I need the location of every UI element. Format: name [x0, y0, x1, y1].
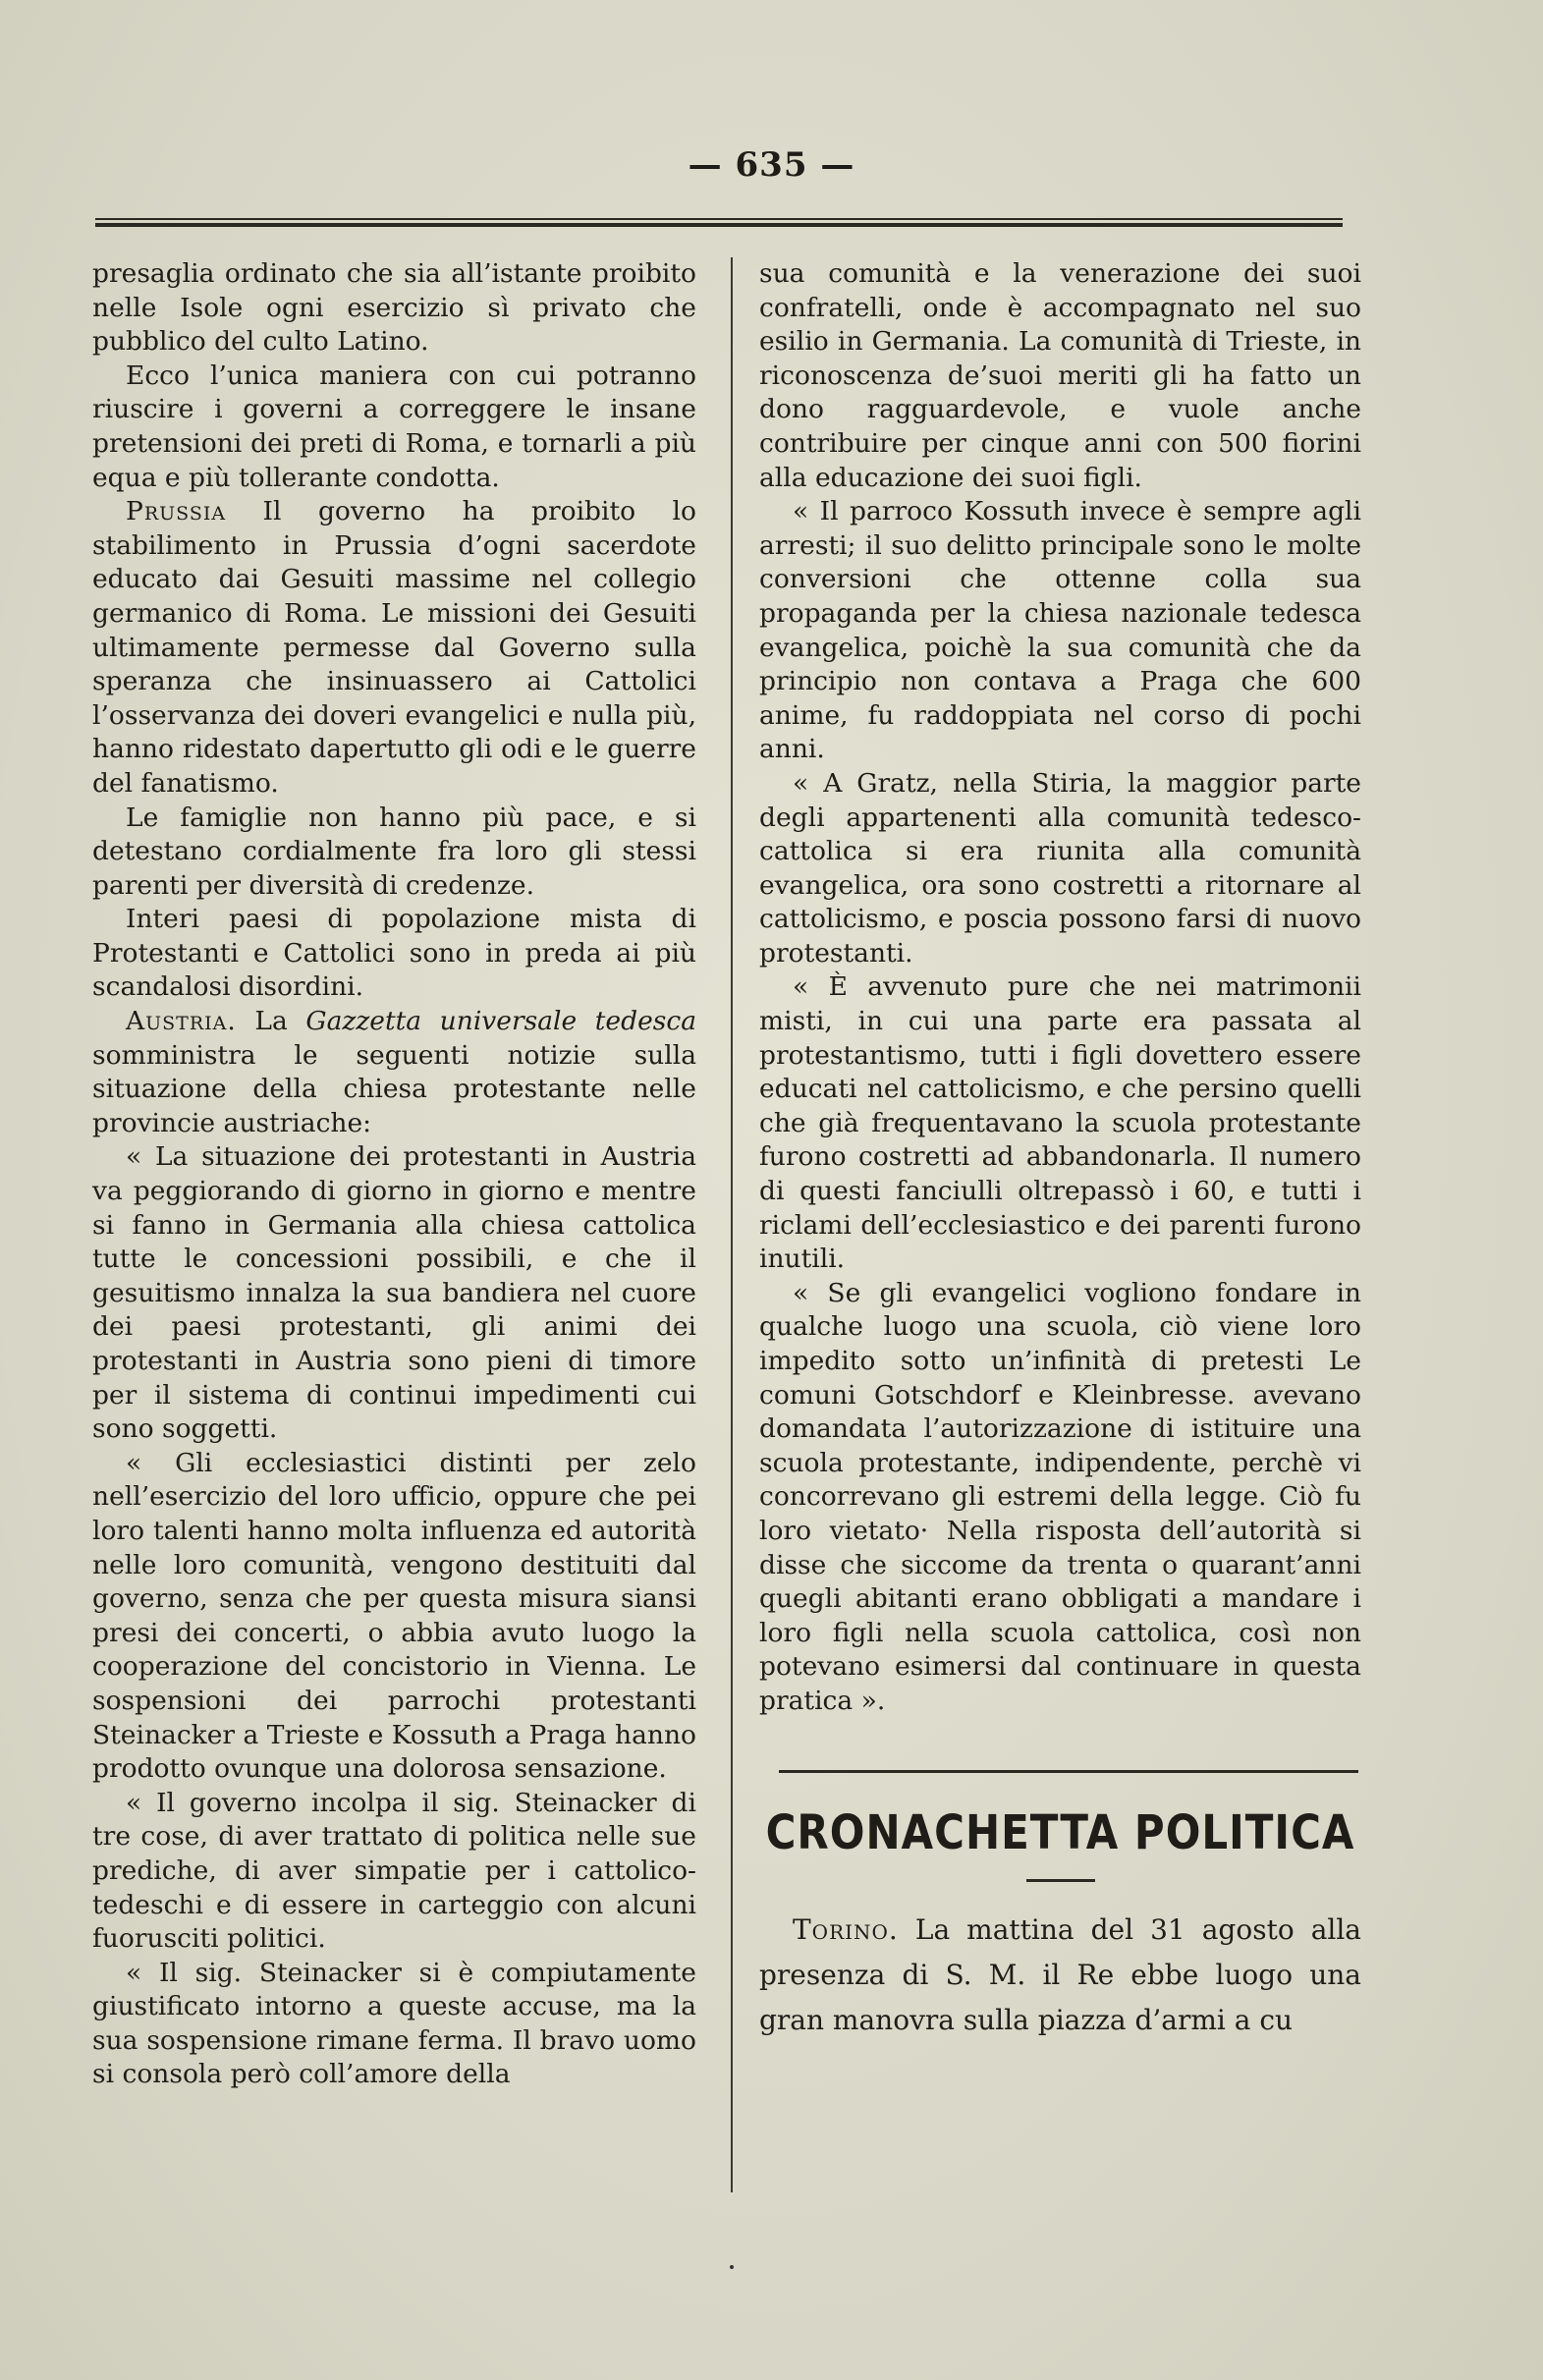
- publication-name: Gazzetta universale tedesca: [305, 1006, 696, 1037]
- paragraph-text: sua comunità e la venerazione dei suoi confratelli, onde è accompagnato nel suo esilio in Germania. La comunità di Trieste, in riconoscenza de’suoi meriti gli ha fatto un dono ragguardevole, e vuole anche contribuire per cinque anni con 500 fiorini alla educazione dei suoi figli.: [759, 258, 1361, 493]
- paragraph-text: Ecco l’unica maniera con cui potranno riuscire i governi a correggere le insane pretensioni dei preti di Roma, e tornarli a più equa e più tollerante condotta.: [92, 360, 696, 493]
- section-paragraph-text: La mattina del 31 agosto alla presenza di S. M. il Re ebbe luogo una gran manovra sulla piazza d’armi a cu: [759, 1913, 1361, 2037]
- paragraph-text: « Il governo incolpa il sig. Steinacker di tre cose, di aver trattato di politica nelle sue prediche, di aver simpatie per i cattolico-tedeschi e di essere in carteggio con alcuni fuorusciti politici.: [92, 1787, 696, 1955]
- section-title: CRONACHETTA POLITICA: [765, 1803, 1355, 1860]
- section-paragraph: [759, 1908, 1361, 2043]
- paragraph-text: « A Gratz, nella Stiria, la maggior parte degli appartenenti alla comunità tedesco-cattolica si era riunita alla comunità evangelica, ora sono costretti a ritornare al cattolicismo, e poscia possono farsi di nuovo protestanti.: [759, 767, 1361, 969]
- ink-dot: [730, 2265, 734, 2269]
- paragraph-p10: [92, 1957, 696, 2092]
- section-separator-rule: [779, 1770, 1358, 1773]
- title-underline: [1026, 1879, 1095, 1882]
- paragraph-text: Il governo ha proibito lo stabilimento in Prussia d’ogni sacerdote educato dai Gesuiti massime nel collegio germanico di Roma. Le missioni dei Gesuiti ultimamente permesse dal Governo sulla speranza che insinuassero ai Cattolici l’osservanza dei doveri evangelici e nulla più, hanno ridestato dapertutto gli odi e le guerre del fanatismo.: [92, 496, 696, 799]
- paragraph-p1: [92, 257, 696, 360]
- paragraph-p8: [92, 1447, 696, 1787]
- paragraph-lead: Prussia: [126, 496, 227, 527]
- paragraph-r2: [759, 495, 1361, 767]
- paragraph-r3: [759, 767, 1361, 971]
- paragraph-p9: [92, 1787, 696, 1957]
- right-column: [759, 257, 1361, 2043]
- header-double-rule: [95, 218, 1343, 227]
- paragraph-p5: [92, 903, 696, 1005]
- paragraph-connector: La: [236, 1006, 306, 1037]
- paragraph-p7: [92, 1140, 696, 1446]
- paragraph-p4: [92, 802, 696, 904]
- paragraph-text: Interi paesi di popolazione mista di Protestanti e Cattolici sono in preda ai più scandalosi disordini.: [92, 904, 696, 1003]
- paragraph-text: presaglia ordinato che sia all’istante proibito nelle Isole ogni esercizio sì privato che pubblico del culto Latino.: [92, 258, 696, 358]
- paragraph-text: « È avvenuto pure che nei matrimonii misti, in cui una parte era passata al protestantismo, tutti i figli dovettero essere educati nel cattolicismo, e che persino quelli che già frequentavano la scuola protestante furono costretti ad abbandonarla. Il numero di questi fanciulli oltrepassò i 60, e tutti i riclami dell’ecclesiastico e dei parenti furono inutili.: [759, 971, 1361, 1275]
- paragraph-p2: [92, 360, 696, 495]
- right-column-body: [759, 257, 1361, 1719]
- paragraph-r1: [759, 257, 1361, 495]
- paragraph-text: « La situazione dei protestanti in Austria va peggiorando di giorno in giorno e mentre si fanno in Germania alla chiesa cattolica tutte le concessioni possibili, e che il gesuitismo innalza la sua bandiera nel cuore dei paesi protestanti, gli animi dei protestanti in Austria sono pieni di timore per il sistema di continui impedimenti cui sono soggetti.: [92, 1141, 696, 1445]
- paragraph-lead: Austria.: [126, 1006, 237, 1037]
- paragraph-text: « Se gli evangelici vogliono fondare in qualche luogo una scuola, ciò viene loro impedito sotto un’infinità di pretesti Le comuni Gotschdorf e Kleinbresse. avevano domandata l’autorizzazione di istituire una scuola protestante, indipendente, perchè vi concorrevano gli estremi della legge. Ciò fu loro vietato· Nella risposta dell’autorità si disse che siccome da trenta o quarant’anni quegli abitanti erano obbligati a mandare i loro figli nella scuola cattolica, così non potevano esimersi dal continuare in questa pratica ».: [759, 1277, 1361, 1716]
- dateline: Torino.: [793, 1913, 899, 1947]
- paragraph-text: Le famiglie non hanno più pace, e si detestano cordialmente fra loro gli stessi parenti per diversità di credenze.: [92, 802, 696, 901]
- paragraph-p3: [92, 495, 696, 801]
- page-number: — 635 —: [688, 145, 855, 185]
- paragraph-text: « Gli ecclesiastici distinti per zelo nell’esercizio del loro ufficio, oppure che pei loro talenti hanno molta influenza ed autorità nelle loro comunità, vengono destituiti dal governo, senza che per questa misura siansi presi dei concerti, o abbia avuto luogo la cooperazione del concistorio in Vienna. Le sospensioni dei parrochi protestanti Steinacker a Trieste e Kossuth a Praga hanno prodotto ovunque una dolorosa sensazione.: [92, 1447, 696, 1785]
- paragraph-text: « Il parroco Kossuth invece è sempre agli arresti; il suo delitto principale sono le molte conversioni che ottenne colla sua propaganda per la chiesa nazionale tedesca evangelica, poichè la sua comunità che da principio non contava a Praga che 600 anime, fu raddoppiata nel corso di pochi anni.: [759, 496, 1361, 765]
- paragraph-text: somministra le seguenti notizie sulla situazione della chiesa protestante nelle provincie austriache:: [92, 1039, 696, 1138]
- left-column: [92, 257, 696, 2092]
- column-divider: [731, 257, 733, 2192]
- paragraph-text: « Il sig. Steinacker si è compiutamente giustificato intorno a queste accuse, ma la sua sospensione rimane ferma. Il bravo uomo si consola però coll’amore della: [92, 1957, 696, 2090]
- paragraph-p6: [92, 1005, 696, 1140]
- paragraph-r4: [759, 970, 1361, 1276]
- paragraph-r5: [759, 1277, 1361, 1719]
